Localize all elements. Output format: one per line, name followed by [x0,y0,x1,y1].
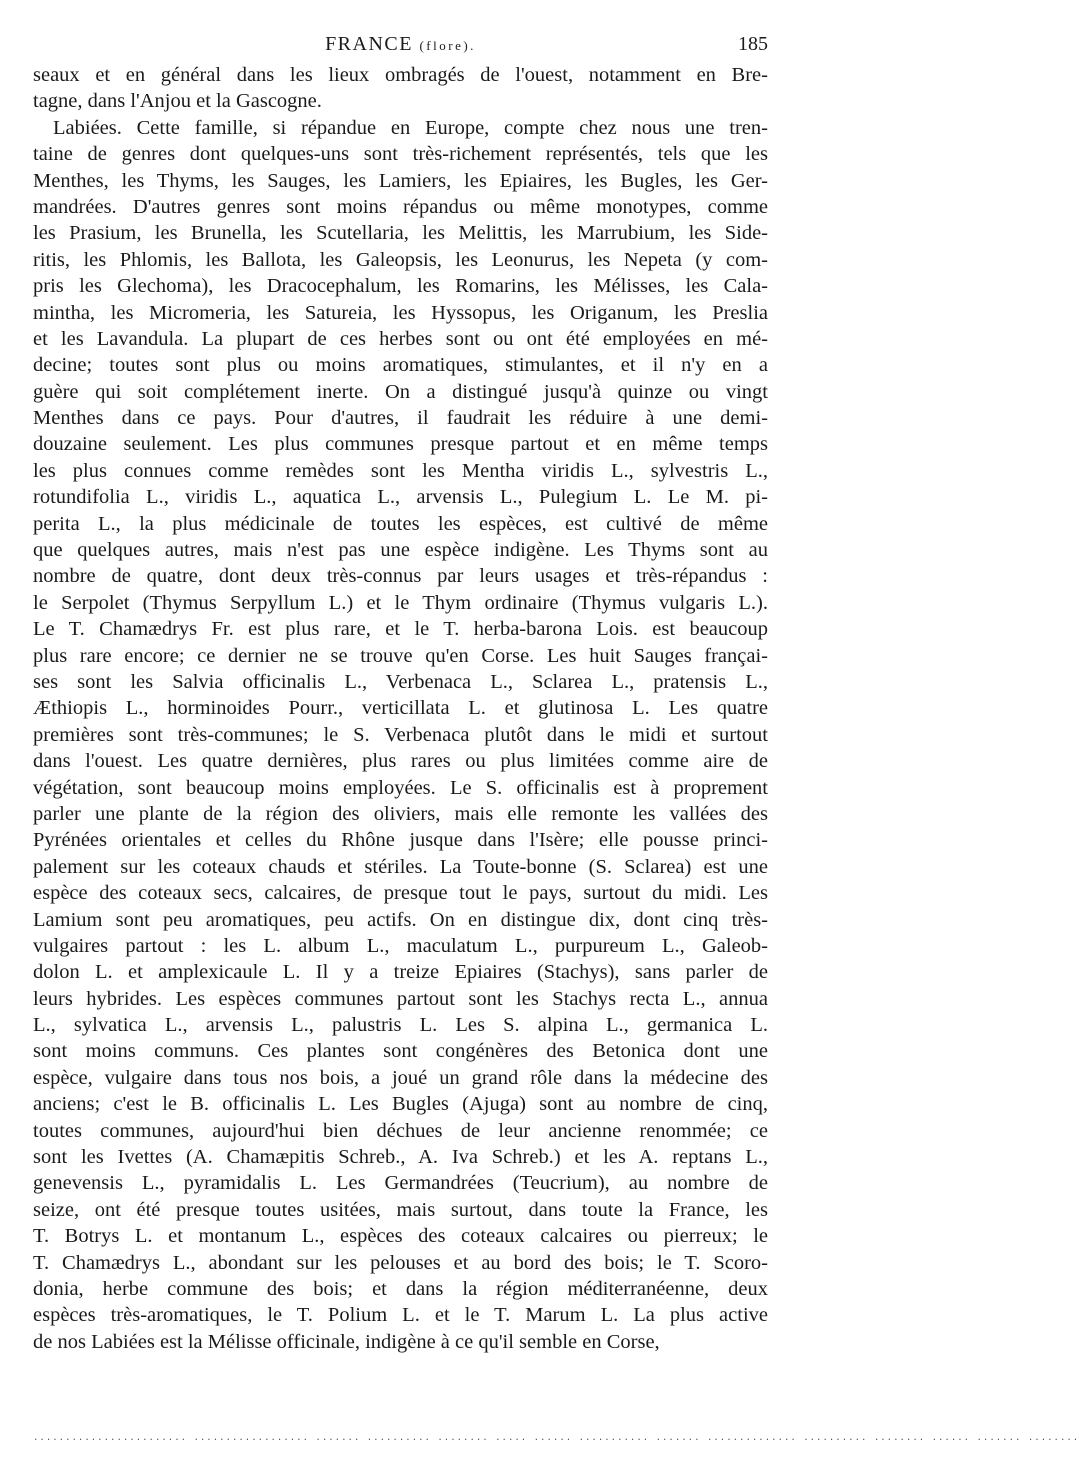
text-line: sont moins communs. Ces plantes sont congénères des Betonica dont une [33,1040,768,1063]
text-line: douzaine seulement. Les plus communes presque partout et en même temps [33,433,768,456]
text-line: et les Lavandula. La plupart de ces herbes sont ou ont été employées en mé- [33,327,768,350]
text-line: Lamium sont peu aromatiques, peu actifs. On en distingue dix, dont cinq très- [33,908,768,931]
text-line: rotundifolia L., viridis L., aquatica L., arvensis L., Pulegium L. Le M. pi- [33,486,768,509]
page-number: 185 [738,33,768,55]
text-line: pris les Glechoma), les Dracocephalum, les Romarins, les Mélisses, les Cala- [33,275,768,298]
text-line: palement sur les coteaux chauds et stériles. La Toute-bonne (S. Sclarea) est une [33,855,768,878]
text-line: genevensis L., pyramidalis L. Les Germandrées (Teucrium), au nombre de [33,1172,768,1195]
text-line: perita L., la plus médicinale de toutes les espèces, est cultivé de même [33,512,768,535]
text-line: que quelques autres, mais n'est pas une espèce indigène. Les Thyms sont au [33,539,768,562]
text-line: mintha, les Micromeria, les Satureia, les Hyssopus, les Origanum, les Preslia [33,301,768,324]
text-line: decine; toutes sont plus ou moins aromatiques, stimulantes, et il n'y en a [33,354,768,377]
text-line: les plus connues comme remèdes sont les Mentha viridis L., sylvestris L., [33,459,768,482]
running-head-subtitle: (flore). [419,38,476,53]
text-line: L., sylvatica L., arvensis L., palustris L. Les S. alpina L., germanica L. [33,1014,768,1037]
text-line: Pyrénées orientales et celles du Rhône jusque dans l'Isère; elle pousse princi- [33,829,768,852]
text-line: taine de genres dont quelques-uns sont très-richement représentés, tels que les [33,143,768,166]
text-line: parler une plante de la région des oliviers, mais elle remonte les vallées des [33,802,768,825]
text-line: dans l'ouest. Les quatre dernières, plus rares ou plus limitées comme aire de [33,750,768,773]
text-line: le Serpolet (Thymus Serpyllum L.) et le Thym ordinaire (Thymus vulgaris L.). [33,591,768,614]
text-line: guère qui soit complétement inerte. On a distingué jusqu'à quinze ou vingt [33,380,768,403]
text-line: végétation, sont beaucoup moins employées. Le S. officinalis est à proprement [33,776,768,799]
text-line: donia, herbe commune des bois; et dans la région méditerranéenne, deux [33,1277,768,1300]
text-line: Labiées. Cette famille, si répandue en Europe, compte chez nous une tren- [53,116,768,139]
text-line: tagne, dans l'Anjou et la Gascogne. [33,90,322,113]
text-line: T. Botrys L. et montanum L., espèces des coteaux calcaires ou pierreux; le [33,1225,768,1248]
text-line: sont les Ivettes (A. Chamæpitis Schreb., A. Iva Schreb.) et les A. reptans L., [33,1146,768,1169]
text-line: ses sont les Salvia officinalis L., Verbenaca L., Sclarea L., pratensis L., [33,670,768,693]
running-head [33,30,768,60]
text-line: mandrées. D'autres genres sont moins répandus ou même monotypes, comme [33,195,768,218]
text-line: ritis, les Phlomis, les Ballota, les Galeopsis, les Leonurus, les Nepeta (y com- [33,248,768,271]
text-line: toutes communes, aujourd'hui bien déchues de leur ancienne renommée; ce [33,1119,768,1142]
bottom-margin-dots: ........................ .................. ....... .......... ........ ..... ...... ........... ....... .............. .......... ........ ...... ....... ........ [33,1433,1079,1443]
text-line: leurs hybrides. Les espèces communes partout sont les Stachys recta L., annua [33,987,768,1010]
body-text [33,62,768,1355]
text-line: Menthes, les Thyms, les Sauges, les Lamiers, les Epiaires, les Bugles, les Ger- [33,169,768,192]
text-line: espèce, vulgaire dans tous nos bois, a joué un grand rôle dans la médecine des [33,1066,768,1089]
text-line: espèces très-aromatiques, le T. Polium L. et le T. Marum L. La plus active [33,1304,768,1327]
text-line: Menthes dans ce pays. Pour d'autres, il faudrait les réduire à une demi- [33,407,768,430]
running-head-title: FRANCE [325,33,413,55]
text-line: seize, ont été presque toutes usitées, mais surtout, dans toute la France, les [33,1198,768,1221]
text-line: plus rare encore; ce dernier ne se trouve qu'en Corse. Les huit Sauges françai- [33,644,768,667]
text-line: premières sont très-communes; le S. Verbenaca plutôt dans le midi et surtout [33,723,768,746]
text-line: espèce des coteaux secs, calcaires, de presque tout le pays, surtout du midi. Les [33,882,768,905]
text-line: nombre de quatre, dont deux très-connus par leurs usages et très-répandus : [33,565,768,588]
text-line: seaux et en général dans les lieux ombragés de l'ouest, notamment en Bre- [33,64,768,86]
text-line: dolon L. et amplexicaule L. Il y a treize Epiaires (Stachys), sans parler de [33,961,768,984]
text-line: les Prasium, les Brunella, les Scutellaria, les Melittis, les Marrubium, les Side- [33,222,768,245]
text-line: vulgaires partout : les L. album L., maculatum L., purpureum L., Galeob- [33,934,768,957]
page-header [33,30,768,58]
text-line: de nos Labiées est la Mélisse officinale, indigène à ce qu'il semble en Corse, [33,1330,660,1353]
text-line: anciens; c'est le B. officinalis L. Les Bugles (Ajuga) sont au nombre de cinq, [33,1093,768,1116]
text-line: T. Chamædrys L., abondant sur les pelouses et au bord des bois; le T. Scoro- [33,1251,768,1274]
text-line: Æthiopis L., horminoides Pourr., verticillata L. et glutinosa L. Les quatre [33,697,768,720]
text-line: Le T. Chamædrys Fr. est plus rare, et le T. herba-barona Lois. est beaucoup [33,618,768,641]
